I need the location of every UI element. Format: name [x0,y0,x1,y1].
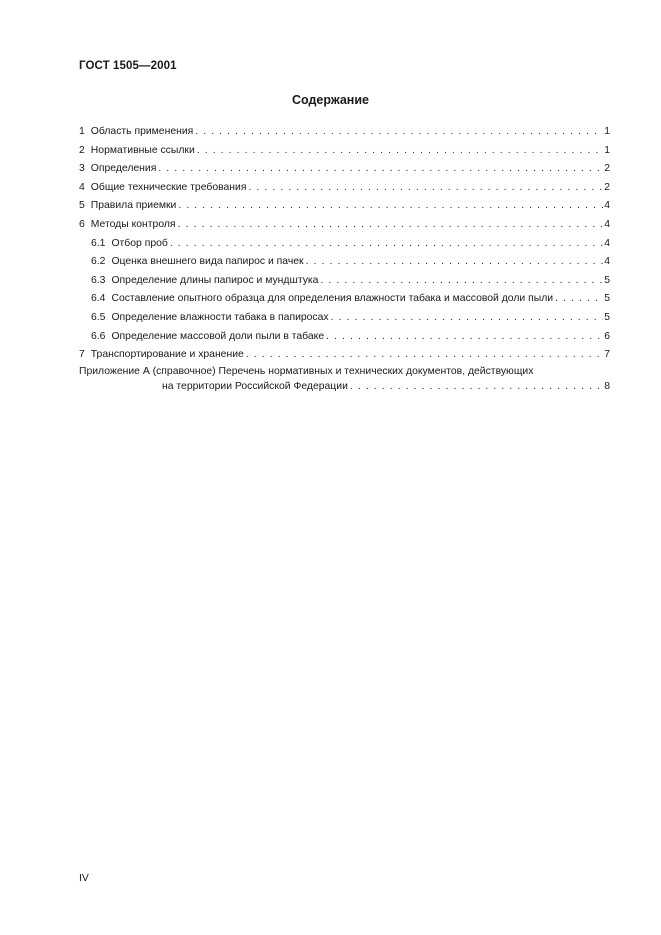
toc-entry-label: Определение массовой доли пыли в табаке [111,330,325,342]
toc-entry-number: 6 [79,218,85,230]
appendix-first-line [79,364,610,379]
toc-entry-number: 6.1 [91,237,106,249]
toc-title: Содержание [291,93,369,107]
appendix-title-line2: на территории Российской Федерации [162,381,348,392]
toc-entry-page: 4 [604,237,610,249]
toc-leader-dots [350,379,603,394]
appendix-title-line1: Перечень нормативных и технических документов, действующих [218,366,534,377]
toc-entry-appendix-a[interactable] [79,364,610,394]
toc-entry-2[interactable] [79,142,610,161]
toc-leader-dots [178,197,603,216]
toc-leader-dots [158,160,603,179]
toc-entry-page: 7 [604,349,610,361]
toc-entry-number: 6.4 [91,293,106,305]
toc-entry-3[interactable] [79,160,610,179]
table-of-contents [79,123,610,365]
toc-entry-label: Общие технические требования [90,181,247,193]
page-number-footer: IV [79,873,89,884]
toc-entry-page: 4 [604,200,610,212]
toc-leader-dots [197,142,603,161]
toc-entry-number: 2 [79,144,85,156]
toc-entry-number: 6.5 [91,311,106,323]
toc-entry-4[interactable] [79,179,610,198]
toc-leader-dots [170,235,603,254]
toc-leader-dots [195,123,603,142]
toc-entry-page: 6 [604,330,610,342]
toc-entry-number: 3 [79,163,85,175]
toc-entry-6-6[interactable] [79,328,610,347]
toc-entry-number: 5 [79,200,85,212]
toc-entry-6[interactable] [79,216,610,235]
toc-entry-page: 1 [604,126,610,137]
toc-leader-dots [306,253,604,272]
toc-leader-dots [320,272,603,291]
toc-entry-page: 4 [604,256,610,268]
toc-entry-label: Область применения [90,126,194,137]
toc-entry-label: Составление опытного образца для определения влажности табака и массовой доли пыли [111,293,554,305]
toc-entry-6-1[interactable] [79,235,610,254]
toc-entry-5[interactable] [79,197,610,216]
toc-entry-number: 6.2 [91,256,106,268]
toc-entry-page: 5 [604,293,610,305]
toc-entry-6-4[interactable] [79,290,610,309]
toc-leader-dots [331,309,604,328]
toc-entry-label: Оценка внешнего вида папирос и пачек [111,256,304,268]
toc-entry-page: 5 [604,311,610,323]
toc-entry-number: 7 [79,349,85,361]
toc-entry-page: 1 [604,144,610,156]
toc-leader-dots [326,328,603,347]
toc-entry-label: Нормативные ссылки [90,144,195,156]
toc-entry-1[interactable] [79,123,610,142]
toc-entry-label: Транспортирование и хранение [90,349,244,361]
toc-leader-dots [555,290,603,309]
toc-leader-dots [248,179,603,198]
toc-entry-7[interactable] [79,346,610,365]
toc-entry-page: 5 [604,274,610,286]
toc-entry-6-3[interactable] [79,272,610,291]
toc-entry-label: Определения [90,163,157,175]
toc-entry-6-5[interactable] [79,309,610,328]
toc-entry-number: 1 [79,126,85,137]
toc-entry-page: 2 [604,181,610,193]
toc-leader-dots [246,346,603,365]
toc-entry-page: 4 [604,218,610,230]
toc-entry-page: 2 [604,163,610,175]
appendix-second-line [79,379,610,394]
toc-entry-label: Определение влажности табака в папиросах [111,311,329,323]
toc-entry-label: Методы контроля [90,218,176,230]
toc-entry-label: Определение длины папирос и мундштука [111,274,319,286]
toc-entry-number: 6.6 [91,330,106,342]
appendix-prefix: Приложение А (справочное) [79,366,216,377]
toc-leader-dots [178,216,604,235]
toc-entry-number: 6.3 [91,274,106,286]
toc-entry-label: Правила приемки [90,200,177,212]
toc-entry-number: 4 [79,181,85,193]
document-code-header: ГОСТ 1505—2001 [79,60,177,72]
toc-entry-6-2[interactable] [79,253,610,272]
toc-entry-label: Отбор проб [111,237,168,249]
appendix-page: 8 [604,381,610,392]
